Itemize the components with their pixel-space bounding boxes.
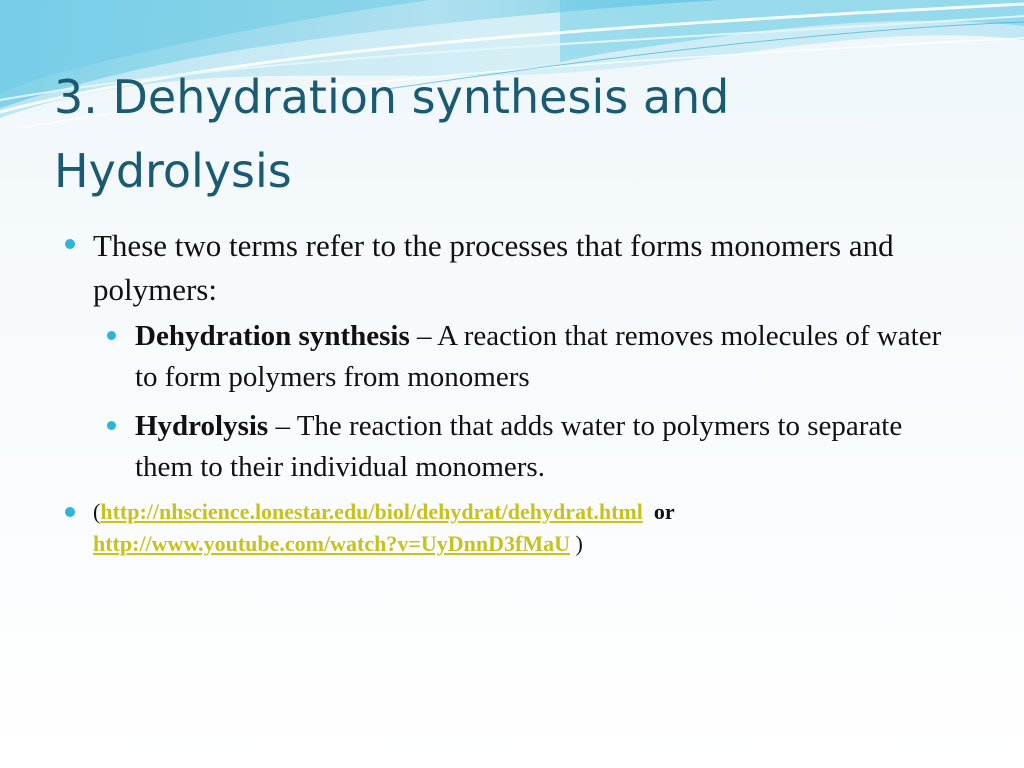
refs-or: or: [653, 499, 675, 524]
title-line-1: 3. Dehydration synthesis and: [54, 70, 730, 124]
intro-text: These two terms refer to the processes that forms monomers and polymers:: [93, 228, 894, 307]
bullet-intro: [60, 224, 960, 312]
bullet-references: [60, 496, 960, 560]
link-youtube[interactable]: http://www.youtube.com/watch?v=UyDnnD3fMaU: [93, 531, 570, 556]
slide-body: [60, 224, 960, 564]
definition-hydrolysis: – The reaction that adds water to polymers to separate them to their individual monomers.: [135, 410, 903, 483]
bullet-dot-icon: [65, 239, 75, 249]
term-dehydration-synthesis: Dehydration synthesis: [135, 320, 410, 352]
sub-bullet-dehydration: [60, 316, 960, 398]
title-line-2: Hydrolysis: [54, 144, 292, 198]
slide-title: [54, 60, 994, 208]
term-hydrolysis: Hydrolysis: [135, 410, 269, 442]
sub-bullet-hydrolysis: [60, 406, 960, 488]
definition-dehydration-synthesis: – A reaction that removes molecules of water to form polymers from monomers: [135, 320, 942, 393]
refs-close-paren: ): [575, 531, 583, 556]
refs-open-paren: (: [93, 499, 101, 524]
bullet-dot-icon: [107, 421, 116, 430]
bullet-dot-icon: [107, 331, 116, 340]
link-nhscience[interactable]: http://nhscience.lonestar.edu/biol/dehydrat/dehydrat.html: [100, 499, 643, 524]
bullet-dot-icon: [65, 507, 75, 517]
